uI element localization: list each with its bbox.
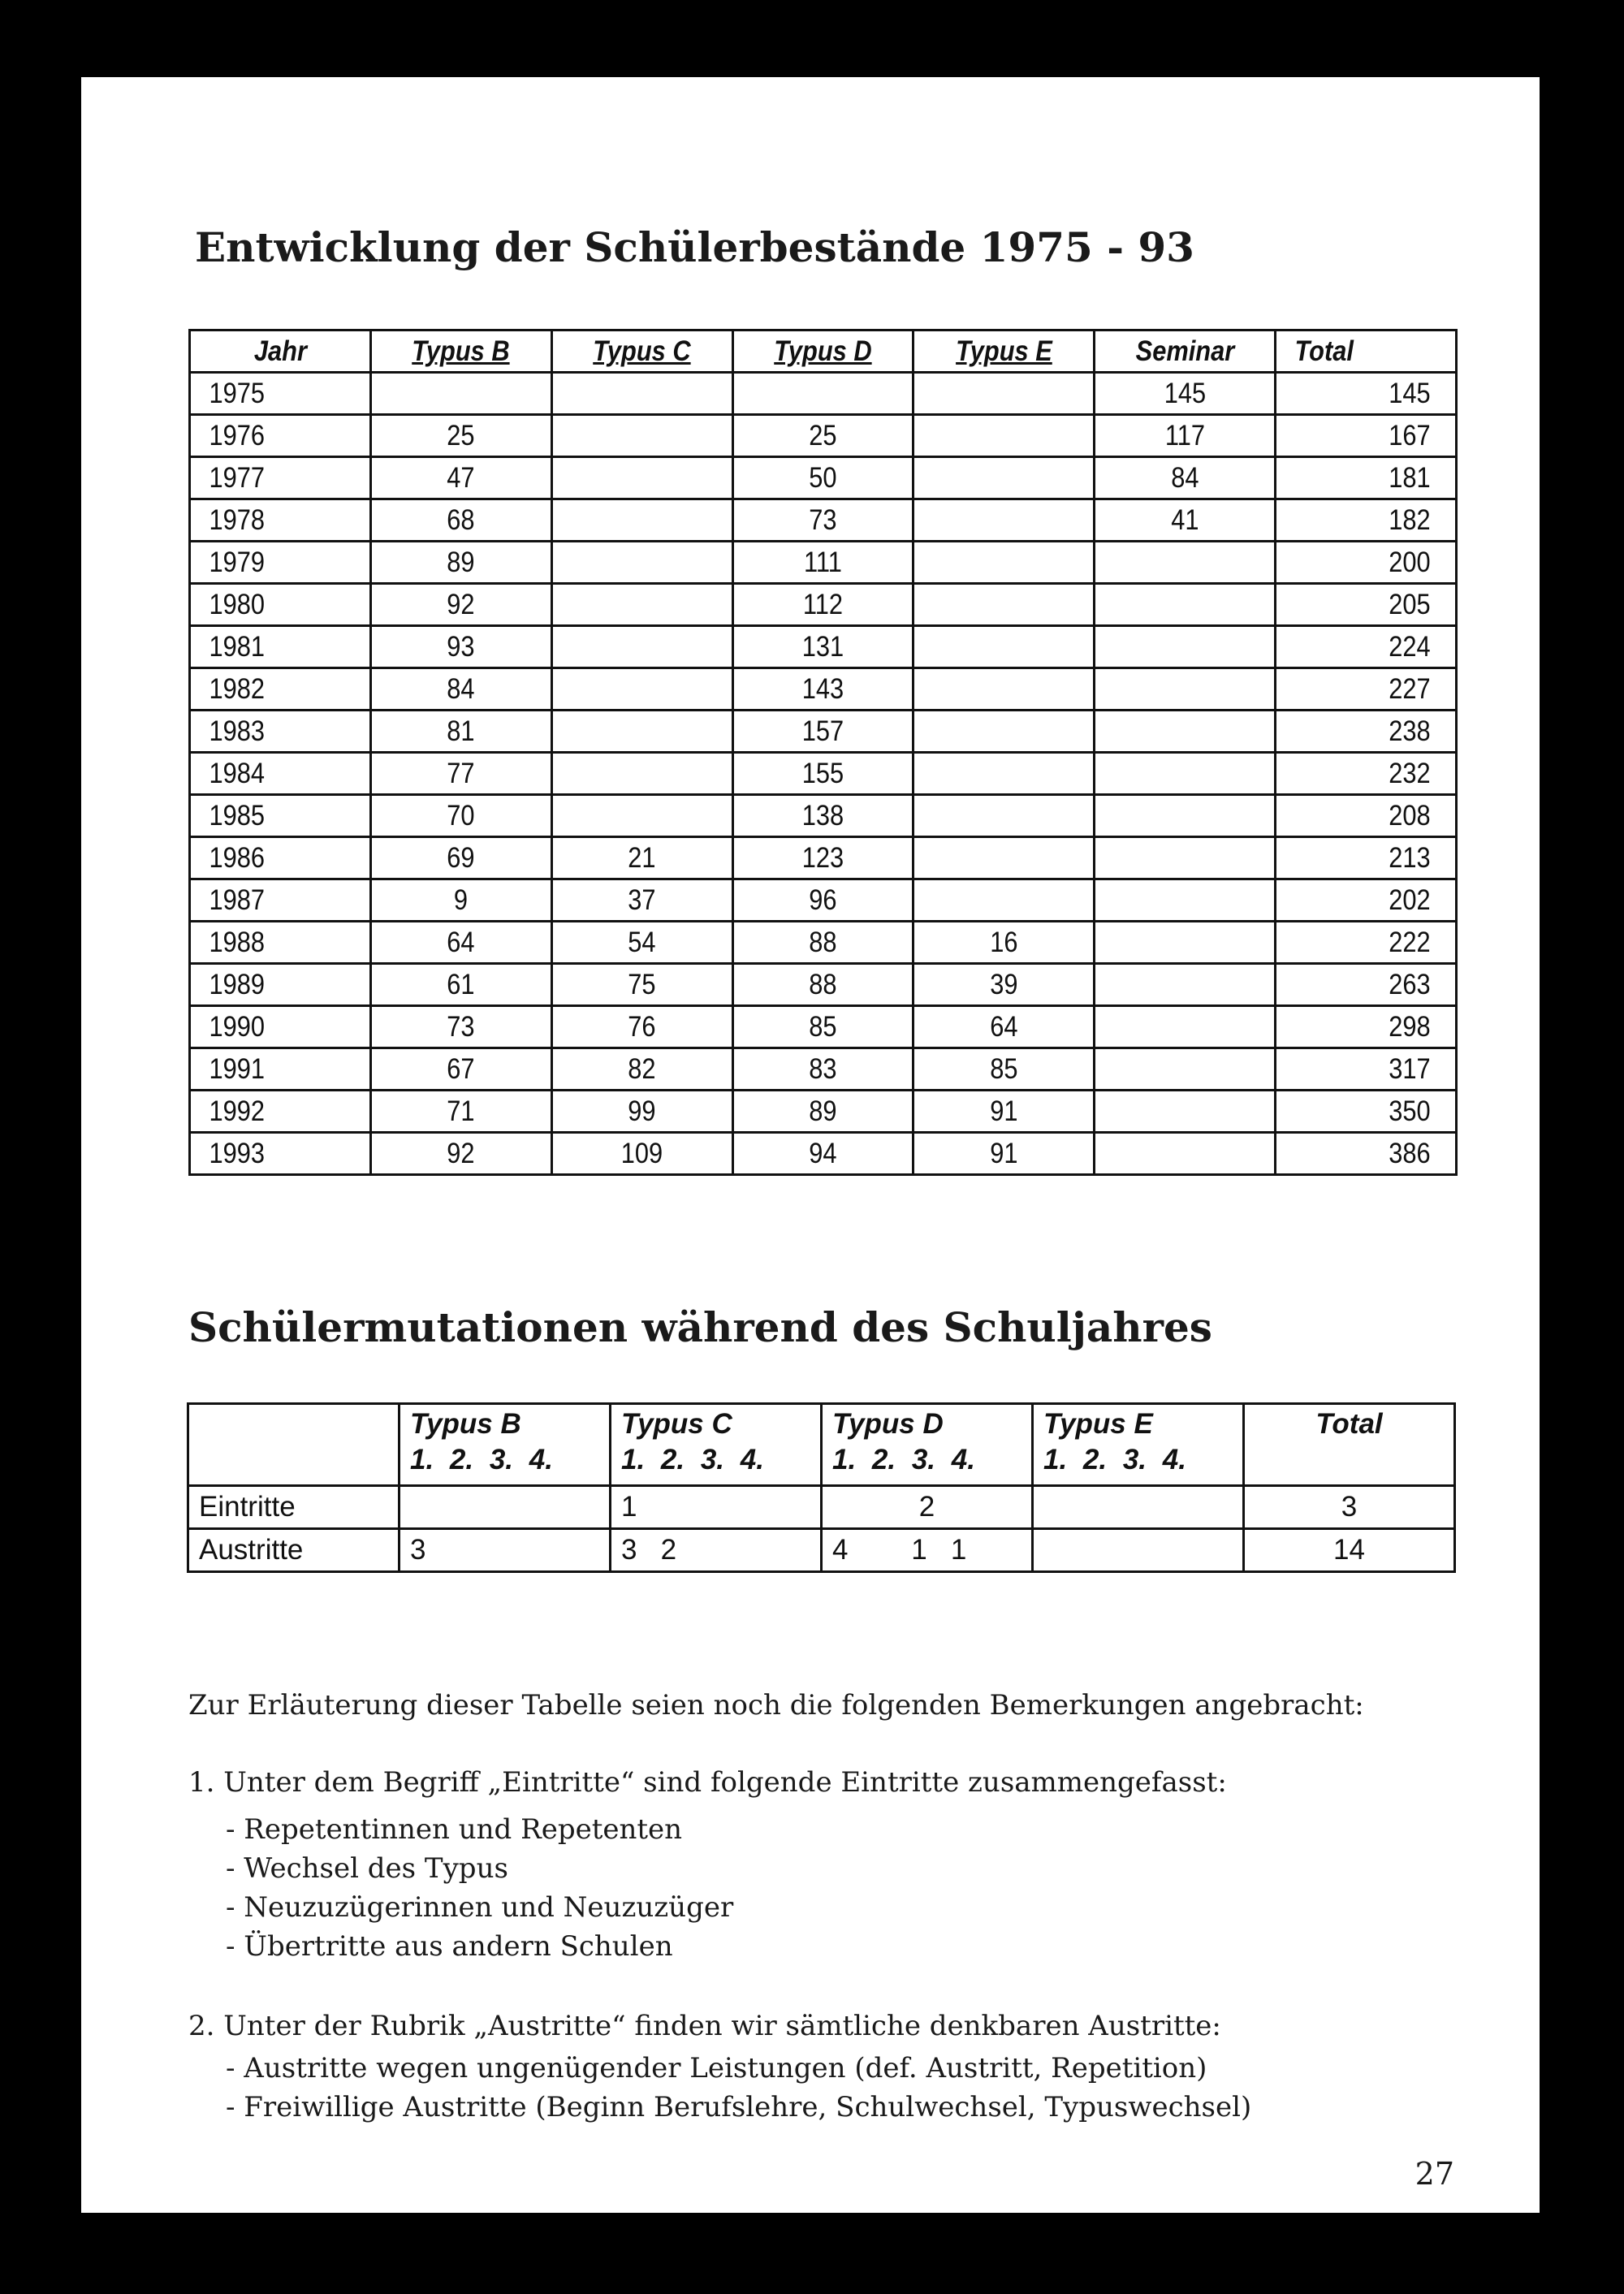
cell: 41	[1105, 499, 1264, 542]
table-row-eintritte	[188, 1486, 1455, 1529]
cell: 70	[382, 795, 541, 837]
table-row	[190, 1048, 1457, 1091]
cell	[924, 415, 1083, 457]
year-cell: 1975	[201, 373, 360, 415]
cell	[1105, 542, 1264, 584]
cell	[924, 542, 1083, 584]
cell: 64	[382, 922, 541, 964]
cell	[1105, 1006, 1264, 1048]
cell: 50	[743, 457, 902, 499]
list-item: - Neuzuzügerinnen und Neuzuzüger	[226, 1891, 734, 1924]
cell: 4 1 1	[822, 1529, 1033, 1572]
table-row	[190, 584, 1457, 626]
quarter-labels: 1. 2. 3. 4.	[621, 1444, 764, 1476]
col-header-typus-d	[822, 1404, 1033, 1486]
total-cell: 227	[1286, 668, 1445, 711]
cell	[924, 837, 1083, 879]
total-cell: 145	[1286, 373, 1445, 415]
typus-label: Typus B	[410, 1408, 521, 1440]
quarter-labels: 1. 2. 3. 4.	[832, 1444, 975, 1476]
quarter-labels: 1. 2. 3. 4.	[410, 1444, 553, 1476]
table-row	[190, 457, 1457, 499]
cell: 157	[743, 711, 902, 753]
cell: 67	[382, 1048, 541, 1091]
cell: 111	[743, 542, 902, 584]
cell: 85	[924, 1048, 1083, 1091]
cell: 1	[611, 1486, 822, 1529]
col-header-typus-e	[1033, 1404, 1244, 1486]
year-cell: 1987	[201, 879, 360, 922]
col-header-total: Total	[1286, 330, 1445, 373]
table-row-austritte	[188, 1529, 1455, 1572]
table-row	[190, 373, 1457, 415]
cell: 84	[382, 668, 541, 711]
cell: 39	[924, 964, 1083, 1006]
year-cell: 1978	[201, 499, 360, 542]
table-row	[190, 795, 1457, 837]
cell: 155	[743, 753, 902, 795]
document-page	[81, 77, 1540, 2213]
total-cell: 238	[1286, 711, 1445, 753]
cell	[563, 795, 722, 837]
col-header-typus-b: Typus B	[382, 330, 541, 373]
table-row	[190, 1133, 1457, 1175]
total-cell: 205	[1286, 584, 1445, 626]
total-cell: 181	[1286, 457, 1445, 499]
cell	[382, 373, 541, 415]
total-cell: 200	[1286, 542, 1445, 584]
cell	[563, 415, 722, 457]
total-cell: 208	[1286, 795, 1445, 837]
row-label: Austritte	[188, 1529, 400, 1572]
cell: 91	[924, 1133, 1083, 1175]
year-cell: 1985	[201, 795, 360, 837]
cell: 3 2	[611, 1529, 822, 1572]
cell	[1105, 668, 1264, 711]
cell	[1105, 1133, 1264, 1175]
cell	[1105, 584, 1264, 626]
remark-1: 1. Unter dem Begriff „Eintritte“ sind folgende Eintritte zusammengefasst:	[188, 1766, 1227, 1799]
list-item: - Wechsel des Typus	[226, 1852, 508, 1885]
col-header-total: Total	[1244, 1404, 1455, 1486]
cell: 3	[400, 1529, 611, 1572]
cell	[1105, 879, 1264, 922]
cell: 94	[743, 1133, 902, 1175]
cell	[743, 373, 902, 415]
cell: 47	[382, 457, 541, 499]
typus-label: Typus C	[621, 1408, 732, 1440]
cell	[924, 457, 1083, 499]
cell	[924, 373, 1083, 415]
total-cell: 213	[1286, 837, 1445, 879]
cell	[1105, 753, 1264, 795]
cell: 25	[382, 415, 541, 457]
cell: 75	[563, 964, 722, 1006]
remark-2: 2. Unter der Rubrik „Austritte“ finden wir sämtliche denkbaren Austritte:	[188, 2010, 1221, 2042]
cell: 83	[743, 1048, 902, 1091]
cell: 89	[382, 542, 541, 584]
total-cell: 182	[1286, 499, 1445, 542]
cell	[924, 584, 1083, 626]
cell-total: 3	[1244, 1486, 1455, 1529]
cell: 96	[743, 879, 902, 922]
heading-student-numbers: Entwicklung der Schülerbestände 1975 - 93	[195, 223, 1194, 271]
quarter-labels: 1. 2. 3. 4.	[1043, 1444, 1186, 1476]
cell	[563, 711, 722, 753]
table-row	[190, 499, 1457, 542]
cell	[1105, 1048, 1264, 1091]
cell: 71	[382, 1091, 541, 1133]
col-header-typus-c	[611, 1404, 822, 1486]
col-header-typus-e: Typus E	[924, 330, 1083, 373]
table-row	[190, 542, 1457, 584]
cell	[563, 373, 722, 415]
total-cell: 386	[1286, 1133, 1445, 1175]
table-row	[190, 1006, 1457, 1048]
year-cell: 1983	[201, 711, 360, 753]
year-cell: 1990	[201, 1006, 360, 1048]
cell	[563, 499, 722, 542]
year-cell: 1980	[201, 584, 360, 626]
cell: 88	[743, 964, 902, 1006]
cell: 25	[743, 415, 902, 457]
cell: 2	[822, 1486, 1033, 1529]
year-cell: 1989	[201, 964, 360, 1006]
col-header-typus-d: Typus D	[743, 330, 902, 373]
cell	[1105, 626, 1264, 668]
cell: 64	[924, 1006, 1083, 1048]
year-cell: 1991	[201, 1048, 360, 1091]
cell	[563, 584, 722, 626]
year-cell: 1986	[201, 837, 360, 879]
cell	[1105, 964, 1264, 1006]
year-cell: 1981	[201, 626, 360, 668]
col-header-typus-b	[400, 1404, 611, 1486]
total-cell: 350	[1286, 1091, 1445, 1133]
cell: 9	[382, 879, 541, 922]
cell	[400, 1486, 611, 1529]
cell: 112	[743, 584, 902, 626]
cell	[1105, 922, 1264, 964]
cell: 85	[743, 1006, 902, 1048]
col-header-typus-c: Typus C	[563, 330, 722, 373]
year-cell: 1976	[201, 415, 360, 457]
cell: 16	[924, 922, 1083, 964]
heading-student-mutations: Schülermutationen während des Schuljahres	[188, 1303, 1212, 1351]
table-row	[190, 626, 1457, 668]
year-cell: 1992	[201, 1091, 360, 1133]
cell	[924, 711, 1083, 753]
total-cell: 298	[1286, 1006, 1445, 1048]
table-row	[190, 964, 1457, 1006]
cell: 88	[743, 922, 902, 964]
cell	[563, 542, 722, 584]
cell	[1105, 1091, 1264, 1133]
cell	[924, 626, 1083, 668]
cell	[924, 668, 1083, 711]
year-cell: 1979	[201, 542, 360, 584]
list-item: - Repetentinnen und Repetenten	[226, 1813, 683, 1846]
cell: 37	[563, 879, 722, 922]
cell	[1105, 795, 1264, 837]
total-cell: 224	[1286, 626, 1445, 668]
year-cell: 1977	[201, 457, 360, 499]
cell: 84	[1105, 457, 1264, 499]
intro-paragraph: Zur Erläuterung dieser Tabelle seien noch die folgenden Bemerkungen angebracht:	[188, 1689, 1364, 1722]
total-cell: 263	[1286, 964, 1445, 1006]
mutations-table	[187, 1402, 1456, 1573]
total-cell: 317	[1286, 1048, 1445, 1091]
cell: 89	[743, 1091, 902, 1133]
table-row	[190, 753, 1457, 795]
total-cell: 202	[1286, 879, 1445, 922]
cell: 69	[382, 837, 541, 879]
cell: 92	[382, 584, 541, 626]
table-row	[190, 879, 1457, 922]
cell: 123	[743, 837, 902, 879]
year-cell: 1982	[201, 668, 360, 711]
table-row	[190, 711, 1457, 753]
cell: 77	[382, 753, 541, 795]
cell: 117	[1105, 415, 1264, 457]
total-cell: 167	[1286, 415, 1445, 457]
cell	[563, 668, 722, 711]
cell-total: 14	[1244, 1529, 1455, 1572]
col-header-seminar: Seminar	[1105, 330, 1264, 373]
cell	[924, 753, 1083, 795]
cell	[924, 879, 1083, 922]
cell: 138	[743, 795, 902, 837]
table-row	[190, 1091, 1457, 1133]
cell: 93	[382, 626, 541, 668]
cell	[1105, 711, 1264, 753]
cell: 145	[1105, 373, 1264, 415]
list-item: - Austritte wegen ungenügender Leistungen (def. Austritt, Repetition)	[226, 2052, 1207, 2084]
cell: 143	[743, 668, 902, 711]
cell: 91	[924, 1091, 1083, 1133]
cell: 92	[382, 1133, 541, 1175]
year-cell: 1984	[201, 753, 360, 795]
table-row	[190, 922, 1457, 964]
cell: 73	[743, 499, 902, 542]
total-cell: 222	[1286, 922, 1445, 964]
list-item: - Freiwillige Austritte (Beginn Berufslehre, Schulwechsel, Typuswechsel)	[226, 2091, 1252, 2123]
cell: 68	[382, 499, 541, 542]
cell	[563, 626, 722, 668]
cell	[1033, 1529, 1244, 1572]
cell	[1105, 837, 1264, 879]
total-cell: 232	[1286, 753, 1445, 795]
table-row	[190, 668, 1457, 711]
cell: 82	[563, 1048, 722, 1091]
cell: 109	[563, 1133, 722, 1175]
cell	[924, 499, 1083, 542]
cell: 73	[382, 1006, 541, 1048]
cell: 76	[563, 1006, 722, 1048]
cell: 61	[382, 964, 541, 1006]
cell	[924, 795, 1083, 837]
row-label: Eintritte	[188, 1486, 400, 1529]
table-row	[190, 837, 1457, 879]
typus-label: Typus D	[832, 1408, 944, 1440]
typus-label: Typus E	[1043, 1408, 1153, 1440]
cell	[563, 753, 722, 795]
table-row	[190, 415, 1457, 457]
page-number: 27	[1415, 2156, 1454, 2192]
col-header-empty	[188, 1404, 400, 1486]
student-numbers-table	[188, 329, 1458, 1176]
list-item: - Übertritte aus andern Schulen	[226, 1930, 673, 1963]
cell	[563, 457, 722, 499]
table-header-row	[190, 330, 1457, 373]
col-header-year: Jahr	[201, 330, 360, 373]
cell: 21	[563, 837, 722, 879]
table-header-row	[188, 1404, 1455, 1486]
cell: 99	[563, 1091, 722, 1133]
year-cell: 1988	[201, 922, 360, 964]
cell: 81	[382, 711, 541, 753]
cell: 131	[743, 626, 902, 668]
year-cell: 1993	[201, 1133, 360, 1175]
cell	[1033, 1486, 1244, 1529]
cell: 54	[563, 922, 722, 964]
